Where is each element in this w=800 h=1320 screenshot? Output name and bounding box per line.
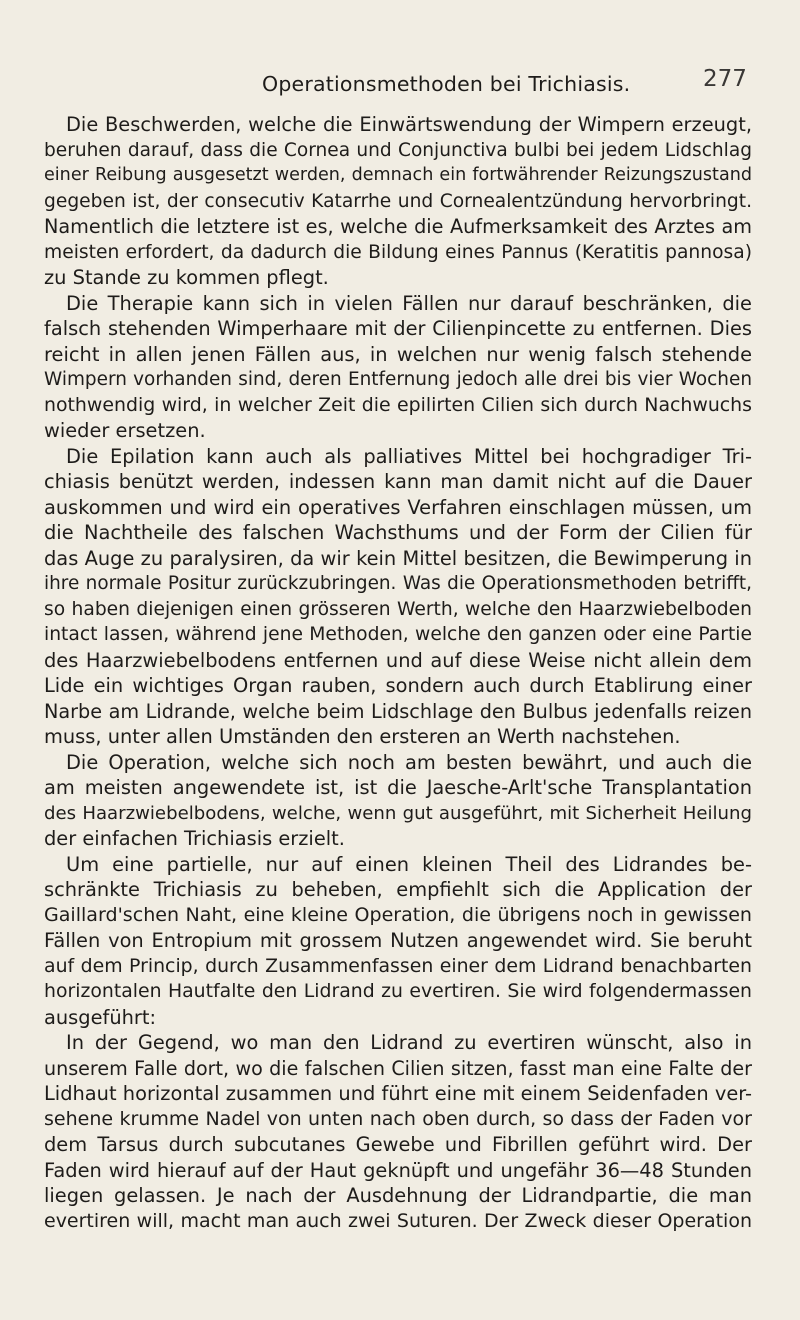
text-line: falsch stehenden Wimperhaare mit der Cilienpincette zu entfernen. Dies: [44, 317, 752, 340]
text-line: Narbe am Lidrande, welche beim Lidschlage den Bulbus jedenfalls reizen: [44, 699, 752, 723]
text-line: Wimpern vorhanden sind, deren Entfernung jedoch alle drei bis vier Wochen: [44, 369, 752, 390]
text-line: das Auge zu paralysiren, da wir kein Mittel besitzen, die Bewimperung in: [44, 546, 752, 570]
text-line: so haben diejenigen einen grösseren Werth, welche den Haarzwiebelboden: [44, 598, 752, 620]
text-line: der einfachen Trichiasis erzielt.: [44, 827, 345, 850]
text-line: auf dem Princip, durch Zusammenfassen einer dem Lidrand benachbarten: [44, 954, 752, 977]
text-line: die Nachtheile des falschen Wachsthums und der Form der Cilien für: [44, 521, 752, 544]
text-line: Die Beschwerden, welche die Einwärtswendung der Wimpern erzeugt,: [66, 113, 752, 136]
text-line: wieder ersetzen.: [44, 419, 206, 442]
text-line: Um eine partielle, nur auf einen kleinen Theil des Lidrandes be-: [66, 852, 752, 876]
text-line: auskommen und wird ein operatives Verfahren einschlagen müssen, um: [44, 495, 752, 519]
page-number: 277: [703, 66, 747, 92]
text-line: des Haarzwiebelbodens, welche, wenn gut ausgeführt, mit Sicherheit Heilung: [44, 802, 752, 824]
text-line: sehene krumme Nadel von unten nach oben durch, so dass der Faden vor: [44, 1107, 752, 1130]
text-line: Die Epilation kann auch als palliatives Mittel bei hochgradiger Tri-: [66, 444, 752, 468]
text-line: beruhen darauf, dass die Cornea und Conjunctiva bulbi bei jedem Lidschlag: [44, 139, 752, 161]
text-line: Gaillard'schen Naht, eine kleine Operation, die übrigens noch in gewissen: [44, 903, 752, 926]
text-line: reicht in allen jenen Fällen aus, in welchen nur wenig falsch stehende: [44, 342, 752, 366]
text-line: muss, unter allen Umständen den ersteren an Werth nachstehen.: [44, 725, 681, 748]
text-line: In der Gegend, wo man den Lidrand zu evertiren wünscht, also in: [66, 1031, 752, 1054]
text-line: intact lassen, während jene Methoden, welche den ganzen oder eine Partie: [44, 624, 752, 645]
text-line: Fällen von Entropium mit grossem Nutzen angewendet wird. Sie beruht: [44, 929, 752, 952]
text-line: Die Operation, welche sich noch am besten bewährt, und auch die: [66, 750, 752, 774]
text-line: des Haarzwiebelbodens entfernen und auf diese Weise nicht allein dem: [44, 648, 752, 672]
text-line: liegen gelassen. Je nach der Ausdehnung der Lidrandpartie, die man: [44, 1184, 752, 1207]
text-line: ihre normale Positur zurückzubringen. Was die Operationsmethoden betrifft,: [44, 573, 752, 594]
text-line: Faden wird hierauf auf der Haut geknüpft und ungefähr 36—48 Stunden: [44, 1158, 752, 1182]
text-line: schränkte Trichiasis zu beheben, empfiehlt sich die Application der: [44, 878, 752, 901]
running-title: Operationsmethoden bei Trichiasis.: [262, 72, 631, 96]
text-line: nothwendig wird, in welcher Zeit die epilirten Cilien sich durch Nachwuchs: [44, 393, 752, 416]
text-line: dem Tarsus durch subcutanes Gewebe und Fibrillen geführt wird. Der: [44, 1133, 752, 1156]
text-line: evertiren will, macht man auch zwei Suturen. Der Zweck dieser Operation: [44, 1209, 752, 1232]
text-line: chiasis benützt werden, indessen kann man damit nicht auf die Dauer: [44, 470, 752, 493]
text-line: horizontalen Hautfalte den Lidrand zu evertiren. Sie wird folgendermassen: [44, 981, 752, 1002]
text-line: gegeben ist, der consecutiv Katarrhe und Cornealentzündung hervorbringt.: [44, 190, 752, 212]
text-line: unserem Falle dort, wo die falschen Cilien sitzen, fasst man eine Falte der: [44, 1056, 752, 1080]
body-text: [44, 112, 752, 1234]
text-line: Lide ein wichtiges Organ rauben, sondern auch durch Etablirung einer: [44, 674, 752, 697]
text-line: zu Stande zu kommen pflegt.: [44, 266, 329, 289]
text-line: Die Therapie kann sich in vielen Fällen nur darauf beschränken, die: [66, 291, 752, 315]
running-head: [0, 66, 800, 102]
text-line: meisten erfordert, da dadurch die Bildung eines Pannus (Keratitis pannosa): [44, 241, 752, 263]
text-line: Lidhaut horizontal zusammen und führt eine mit einem Seidenfaden ver-: [44, 1082, 752, 1105]
text-line: Namentlich die letztere ist es, welche die Aufmerksamkeit des Arztes am: [44, 215, 752, 238]
text-line: einer Reibung ausgesetzt werden, demnach ein fortwährender Reizungszustand: [44, 165, 752, 185]
text-line: am meisten angewendete ist, ist die Jaesche-Arlt'sche Transplantation: [44, 776, 752, 799]
text-line: ausgeführt:: [44, 1005, 157, 1029]
